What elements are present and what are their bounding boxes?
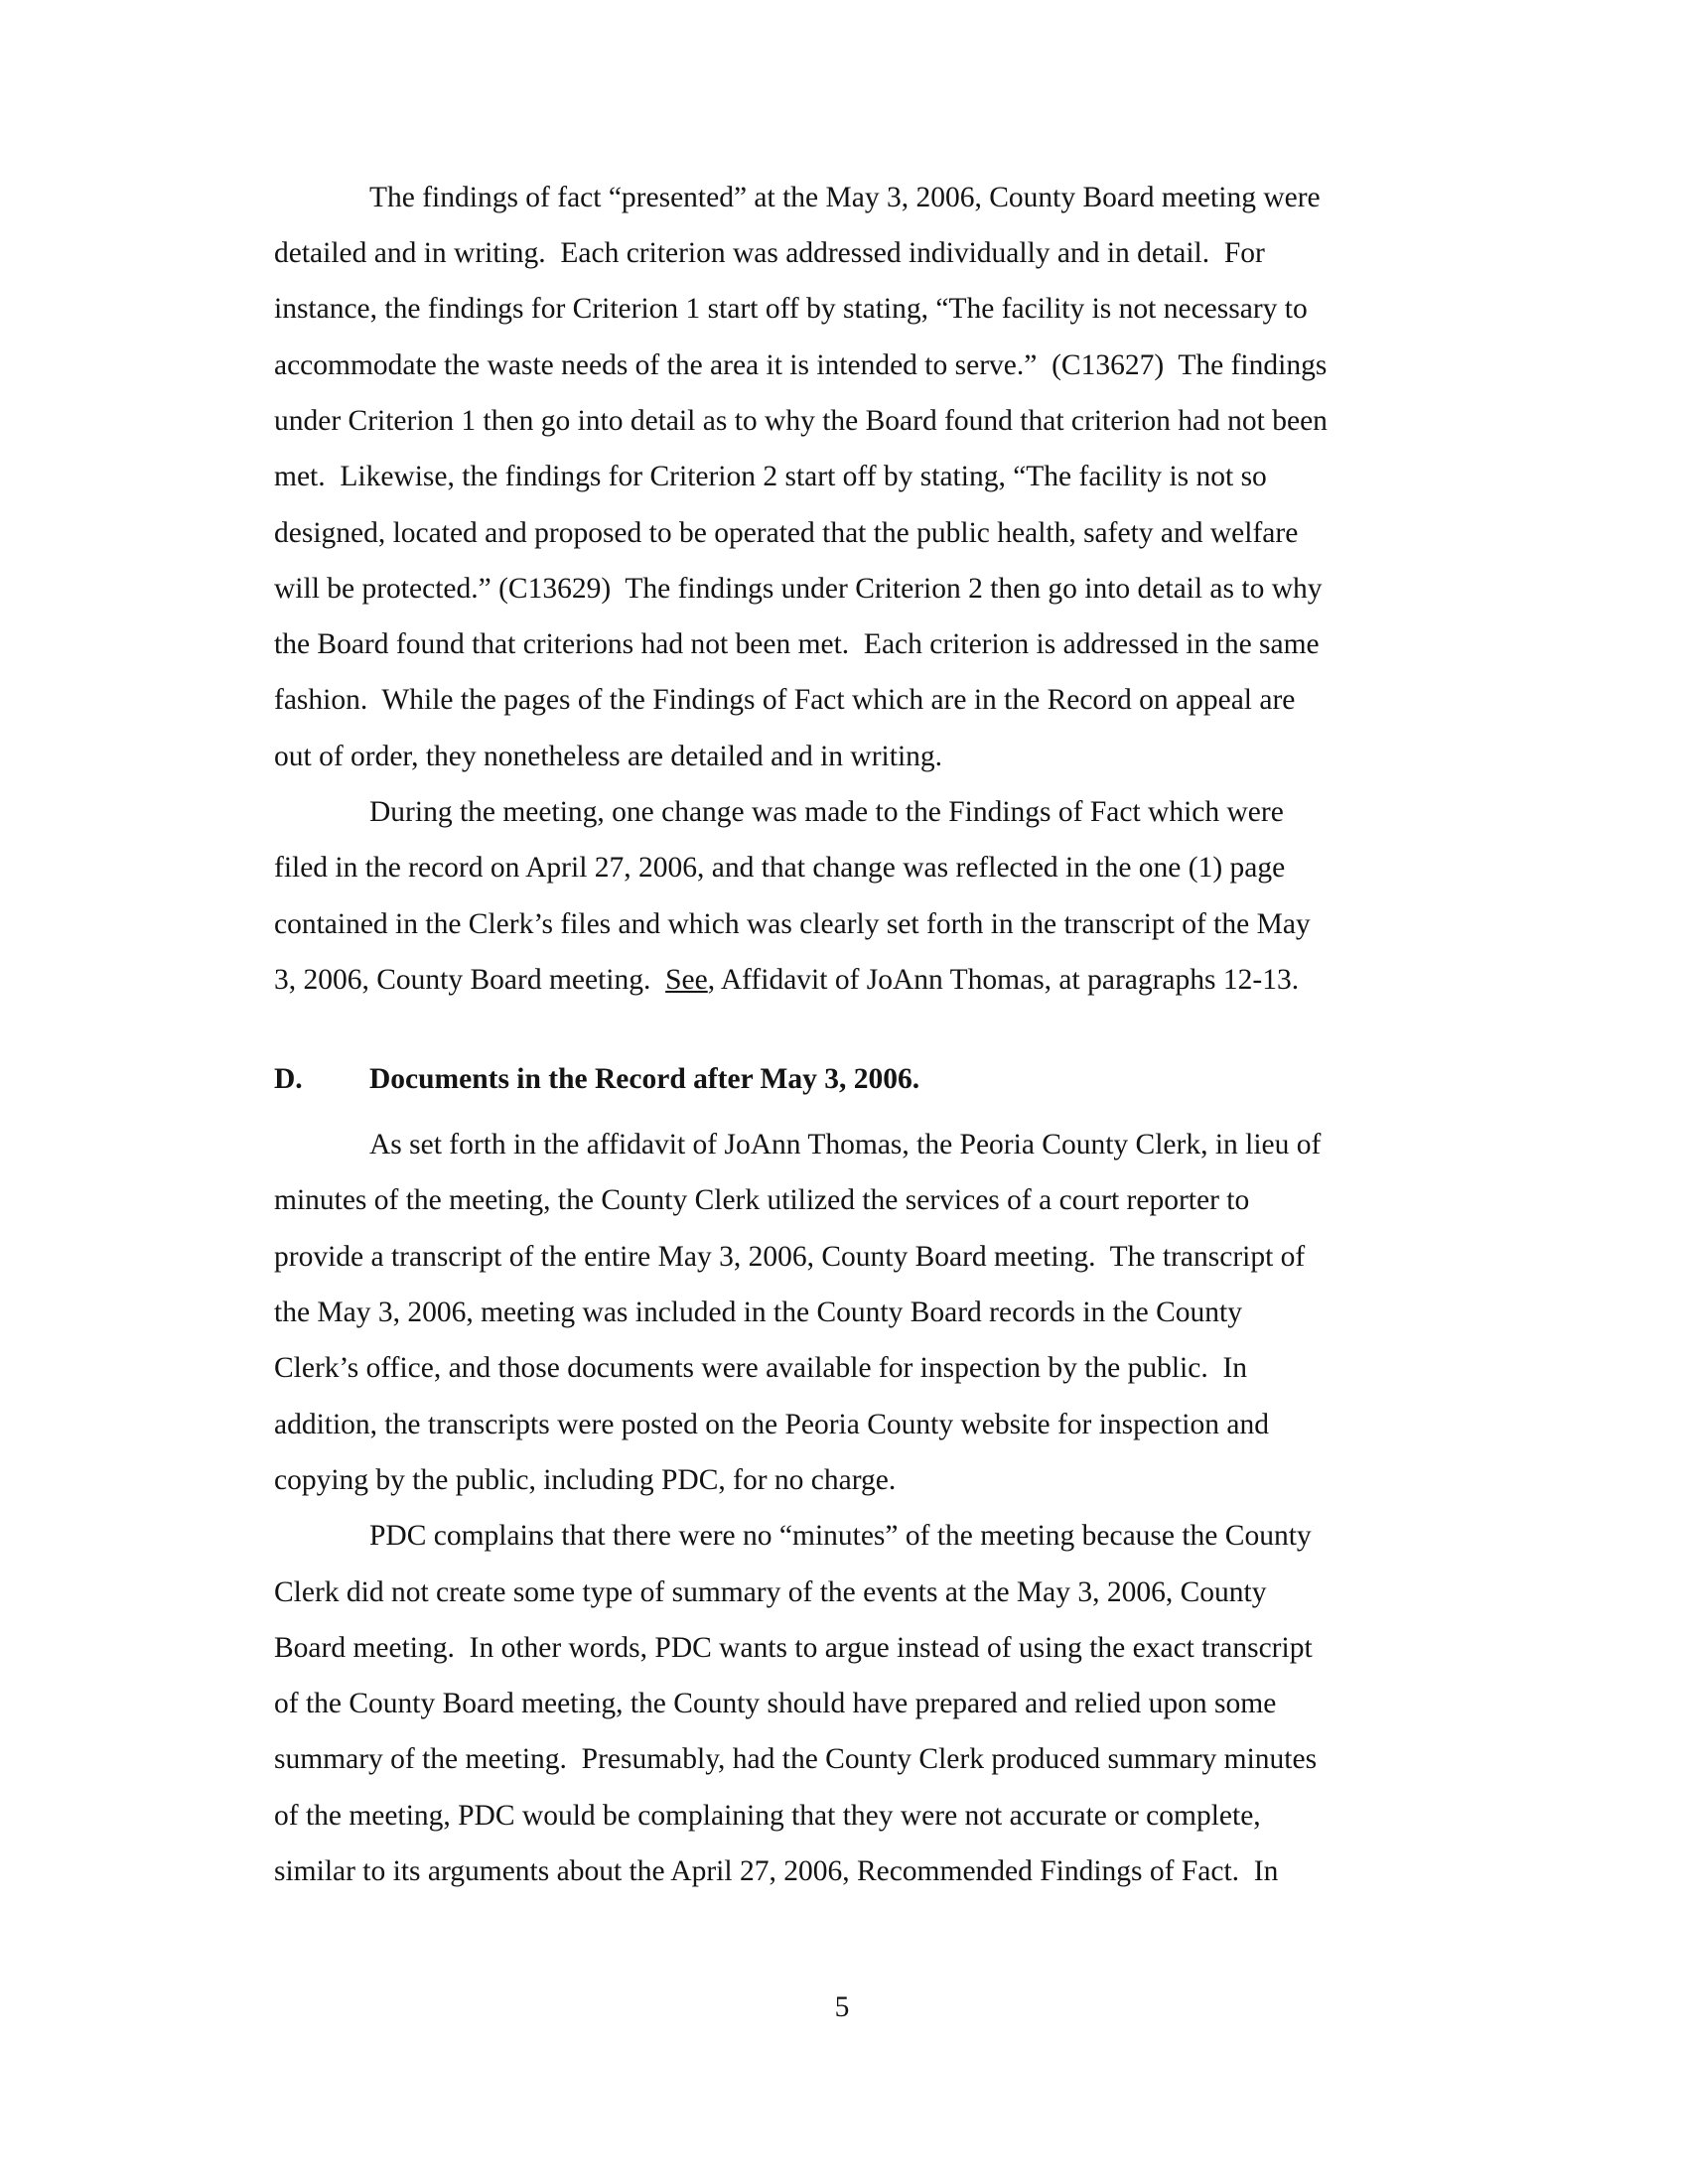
text-line: The findings of fact “presented” at the May 3, 2006, County Board meeting were [369, 182, 1321, 213]
text-line: provide a transcript of the entire May 3, 2006, County Board meeting. The transcript of [274, 1241, 1306, 1273]
text-segment: , Affidavit of JoAnn Thomas, at paragraphs 12-13. [707, 964, 1300, 996]
text-line: will be protected.” (C13629) The findings under Criterion 2 then go into detail as to why [274, 573, 1323, 605]
see-signal: See [665, 964, 708, 996]
text-line: the May 3, 2006, meeting was included in the County Board records in the County [274, 1297, 1242, 1328]
text-line: designed, located and proposed to be operated that the public health, safety and welfare [274, 517, 1299, 549]
text-line: During the meeting, one change was made to the Findings of Fact which were [369, 796, 1284, 828]
text-line: of the County Board meeting, the County should have prepared and relied upon some [274, 1688, 1277, 1719]
text-line: Clerk’s office, and those documents were available for inspection by the public. In [274, 1352, 1248, 1384]
page-number: 5 [834, 1991, 850, 2023]
text-line: PDC complains that there were no “minutes” of the meeting because the County [369, 1520, 1312, 1552]
section-title: Documents in the Record after May 3, 2006. [369, 1063, 920, 1095]
text-line: instance, the findings for Criterion 1 start off by stating, “The facility is not necessary to [274, 293, 1308, 325]
text-line: As set forth in the affidavit of JoAnn Thomas, the Peoria County Clerk, in lieu of [369, 1129, 1322, 1160]
text-line: Board meeting. In other words, PDC wants to argue instead of using the exact transcript [274, 1632, 1313, 1664]
text-line: contained in the Clerk’s files and which was clearly set forth in the transcript of the May [274, 908, 1311, 940]
section-letter: D. [274, 1063, 303, 1095]
text-line: under Criterion 1 then go into detail as to why the Board found that criterion had not been [274, 405, 1328, 437]
text-line: summary of the meeting. Presumably, had the County Clerk produced summary minutes [274, 1743, 1318, 1775]
text-line [274, 966, 1299, 996]
text-line: copying by the public, including PDC, for no charge. [274, 1464, 897, 1496]
text-line: similar to its arguments about the April 27, 2006, Recommended Findings of Fact. In [274, 1855, 1279, 1887]
text-line: detailed and in writing. Each criterion was addressed individually and in detail. For [274, 237, 1265, 269]
text-line: fashion. While the pages of the Findings of Fact which are in the Record on appeal are [274, 684, 1296, 716]
text-line: addition, the transcripts were posted on the Peoria County website for inspection and [274, 1409, 1269, 1440]
text-line: met. Likewise, the findings for Criterion 2 start off by stating, “The facility is not so [274, 461, 1267, 492]
text-line: of the meeting, PDC would be complaining that they were not accurate or complete, [274, 1800, 1261, 1832]
text-line: out of order, they nonetheless are detailed and in writing. [274, 741, 943, 772]
text-line: minutes of the meeting, the County Clerk utilized the services of a court reporter to [274, 1184, 1250, 1216]
text-line: Clerk did not create some type of summary of the events at the May 3, 2006, County [274, 1576, 1267, 1608]
text-line: accommodate the waste needs of the area it is intended to serve.” (C13627) The findings [274, 349, 1328, 381]
text-segment: 3, 2006, County Board meeting. [274, 964, 666, 996]
text-line: filed in the record on April 27, 2006, and that change was reflected in the one (1) page [274, 852, 1286, 884]
text-line: the Board found that criterions had not been met. Each criterion is addressed in the same [274, 628, 1320, 660]
